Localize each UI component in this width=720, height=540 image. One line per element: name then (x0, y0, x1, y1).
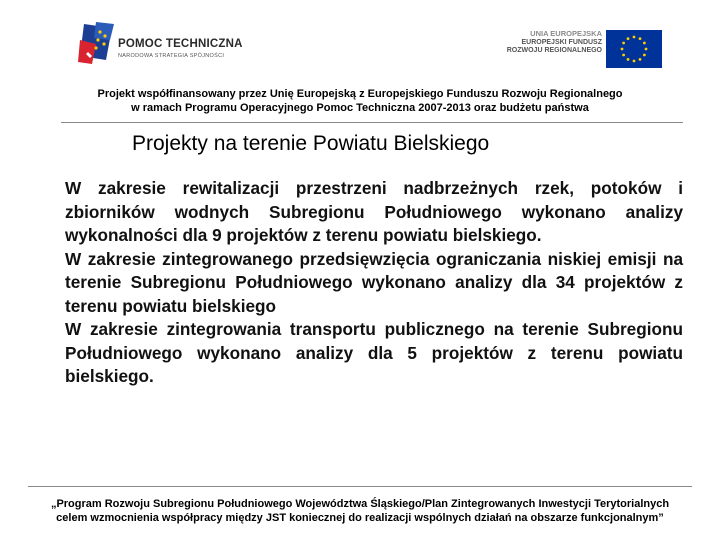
paragraph-transport: W zakresie zintegrowania transportu publicznego na terenie Subregionu Południowego wykonano analizy dla 5 projektów z terenu powiatu bielskiego. (65, 319, 683, 386)
footer-line2: celem wzmocnienia współpracy między JST koniecznej do realizacji wspólnych działań na obszarze funkcjonalnym” (56, 512, 664, 524)
eu-logo (506, 30, 662, 72)
footer-program-title (0, 497, 720, 525)
eu-logo-line3: ROZWOJU REGIONALNEGO (506, 47, 602, 54)
funding-statement (0, 87, 720, 115)
paragraph-rewitalizacja: W zakresie rewitalizacji przestrzeni nadbrzeżnych rzek, potoków i zbiorników wodnych Subregionu Południowego wykonano analizy wykonalności dla 9 projektów z terenu powiatu bielskiego. (65, 178, 683, 245)
pomoc-techniczna-logo-icon (78, 20, 116, 66)
footer-line1: „Program Rozwoju Subregionu Południowego Województwa Śląskiego/Plan Zintegrowanych Inwestycji Terytorialnych (50, 498, 670, 510)
funding-line1: Projekt współfinansowany przez Unię Europejską z Europejskiego Funduszu Rozwoju Regionalnego (97, 88, 623, 100)
logo-name: POMOC TECHNICZNA (118, 38, 243, 50)
eu-logo-text (507, 30, 602, 56)
top-divider (61, 122, 683, 123)
page-title: Projekty na terenie Powiatu Bielskiego (132, 132, 490, 155)
logo-subtitle: NARODOWA STRATEGIA SPÓJNOŚCI (118, 53, 225, 59)
bottom-divider (28, 486, 692, 487)
paragraph-niska-emisja: W zakresie zintegrowanego przedsięwzięcia ograniczania niskiej emisji na terenie Subregionu Południowego wykonano analizy dla 34 projektów z terenu powiatu bielskiego (65, 248, 683, 316)
eu-flag-icon (606, 30, 662, 68)
body-content (65, 177, 683, 389)
funding-line2: w ramach Programu Operacyjnego Pomoc Techniczna 2007-2013 oraz budżetu państwa (131, 102, 589, 114)
eu-logo-line1: UNIA EUROPEJSKA (530, 29, 602, 38)
eu-logo-line2: EUROPEJSKI FUNDUSZ (521, 38, 602, 46)
pomoc-techniczna-logo (78, 20, 248, 70)
